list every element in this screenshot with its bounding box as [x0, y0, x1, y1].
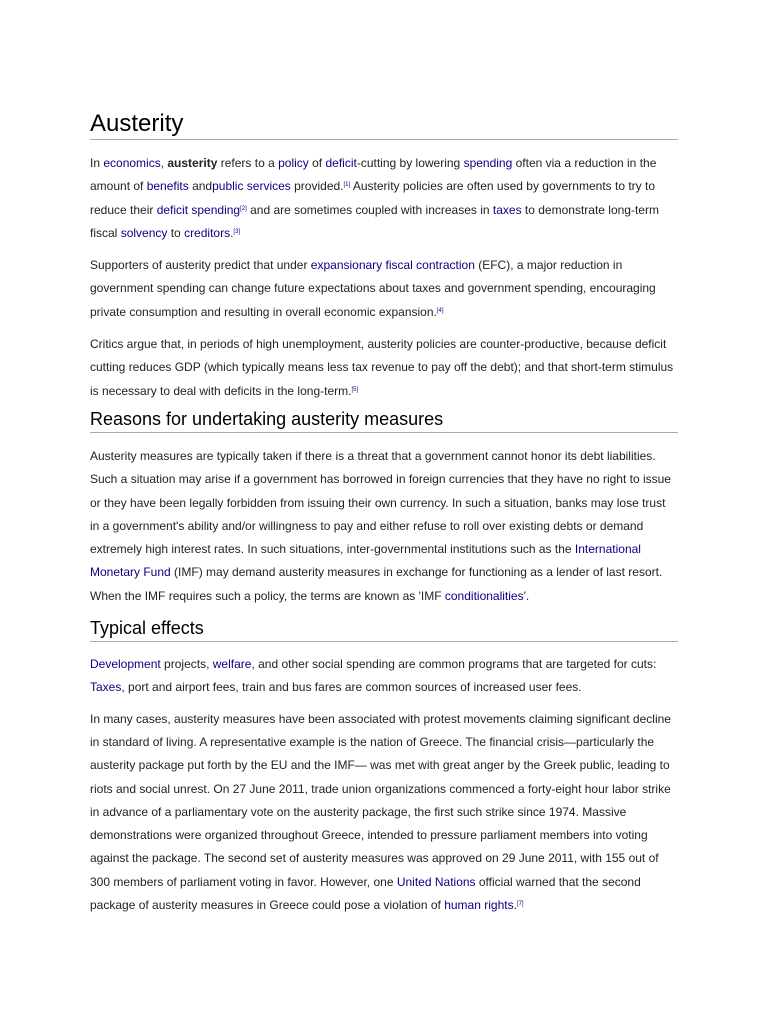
- article: [90, 110, 678, 917]
- text: -cutting by lowering: [356, 156, 464, 170]
- text: to demonstrate long-term fiscal: [90, 202, 659, 240]
- text: Austerity measures are typically taken if there is a threat that a government cannot honor its debt liabilities. Such a situation may arise if a government has borrowed in foreign currencies that they have no right to issue or they have been legally forbidden from issuing their own currency. In such a situation, banks may lose trust in a government's ability and/or willingness to pay and either refuse to roll over existing debts or demand extremely high interest rates. In such situations, inter-governmental institutions such as the: [90, 448, 671, 557]
- supporters-paragraph: [90, 254, 678, 324]
- citation-3[interactable]: [3]: [233, 228, 241, 235]
- link-economics[interactable]: economics: [103, 156, 161, 170]
- citation-2[interactable]: [2]: [240, 205, 247, 212]
- text: , port and airport fees, train and bus fares are common sources of increased user fees.: [121, 680, 582, 695]
- section-heading-effects: Typical effects: [90, 616, 678, 642]
- text: Critics argue that, in periods of high unemployment, austerity policies are counter-productive, because deficit cutting reduces GDP (which typically means less tax revenue to pay off the debt); and that short-term stimulus is necessary to deal with deficits in the long-term.: [90, 337, 674, 398]
- text: projects,: [160, 657, 213, 672]
- link-welfare[interactable]: welfare: [212, 657, 252, 672]
- text: of: [308, 156, 326, 170]
- text: often via a reduction in the amount of: [90, 156, 657, 194]
- text: (EFC), a major reduction in government spending can change future expectations about taxes and government spending, encouraging private consumption and resulting in overall economic expansion.: [90, 258, 656, 319]
- reasons-paragraph: [90, 445, 678, 608]
- link-united-nations[interactable]: United Nations: [396, 874, 476, 889]
- link-expansionary-fiscal-contraction[interactable]: expansionary fiscal contraction: [310, 258, 475, 273]
- link-public-services[interactable]: public services: [212, 179, 291, 194]
- link-policy[interactable]: policy: [278, 156, 309, 170]
- link-spending[interactable]: spending: [463, 156, 513, 170]
- citation-4[interactable]: [4]: [436, 307, 444, 314]
- link-deficit[interactable]: deficit: [325, 156, 357, 170]
- link-human-rights[interactable]: human rights: [444, 898, 514, 913]
- link-benefits[interactable]: benefits: [146, 179, 189, 194]
- link-deficit-spending[interactable]: deficit spending: [156, 202, 241, 217]
- text: and: [188, 179, 213, 194]
- text: and are sometimes coupled with increases in: [246, 202, 493, 217]
- page-title: Austerity: [90, 110, 678, 140]
- text: to: [167, 225, 185, 240]
- greece-paragraph: [90, 708, 678, 918]
- text: Austerity policies are often used by governments to try to reduce their: [90, 179, 655, 217]
- text: official warned that the second package of austerity measures in Greece could pose a violation of: [90, 874, 641, 913]
- link-solvency[interactable]: solvency: [120, 225, 168, 240]
- effects-paragraph: [90, 653, 678, 700]
- section-heading-reasons: Reasons for undertaking austerity measures: [90, 407, 678, 433]
- text: (IMF) may demand austerity measures in exchange for functioning as a lender of last resort. When the IMF requires such a policy, the terms are known as 'IMF: [90, 565, 663, 603]
- bold-term: austerity: [167, 156, 218, 170]
- link-conditionalities[interactable]: conditionalities: [444, 588, 524, 603]
- link-imf[interactable]: International Monetary Fund: [90, 542, 641, 580]
- text: Supporters of austerity predict that under: [90, 258, 311, 273]
- text: ,: [160, 156, 168, 170]
- text: .: [230, 225, 234, 240]
- link-development[interactable]: Development: [90, 657, 161, 672]
- text: provided.: [290, 179, 344, 194]
- text: In many cases, austerity measures have been associated with protest movements claiming significant decline in standard of living. A representative example is the nation of Greece. The financial crisis—particularly the austerity package put forth by the EU and the IMF— was met with great anger by the Greek public, leading to riots and social unrest. On 27 June 2011, trade union organizations commenced a forty-eight hour labor strike in advance of a parliamentary vote on the austerity package, the first such strike since 1974. Massive demonstrations were organized throughout Greece, intended to pressure parliament members into voting against the package. The second set of austerity measures was approved on 29 June 2011, with 155 out of 300 members of parliament voting in favor. However, one: [90, 711, 671, 889]
- link-taxes-2[interactable]: Taxes: [90, 680, 122, 695]
- intro-paragraph: [90, 152, 678, 245]
- link-taxes[interactable]: taxes: [492, 202, 522, 217]
- citation-1[interactable]: [1]: [343, 182, 351, 189]
- citation-5[interactable]: [5]: [351, 386, 359, 393]
- text: refers to a: [217, 156, 279, 170]
- citation-7[interactable]: [7]: [516, 901, 524, 908]
- text: , and other social spending are common programs that are targeted for cuts:: [251, 657, 657, 672]
- text: '.: [523, 588, 530, 603]
- link-creditors[interactable]: creditors: [184, 225, 231, 240]
- critics-paragraph: [90, 333, 678, 403]
- text: In: [90, 156, 104, 170]
- text: .: [513, 898, 517, 913]
